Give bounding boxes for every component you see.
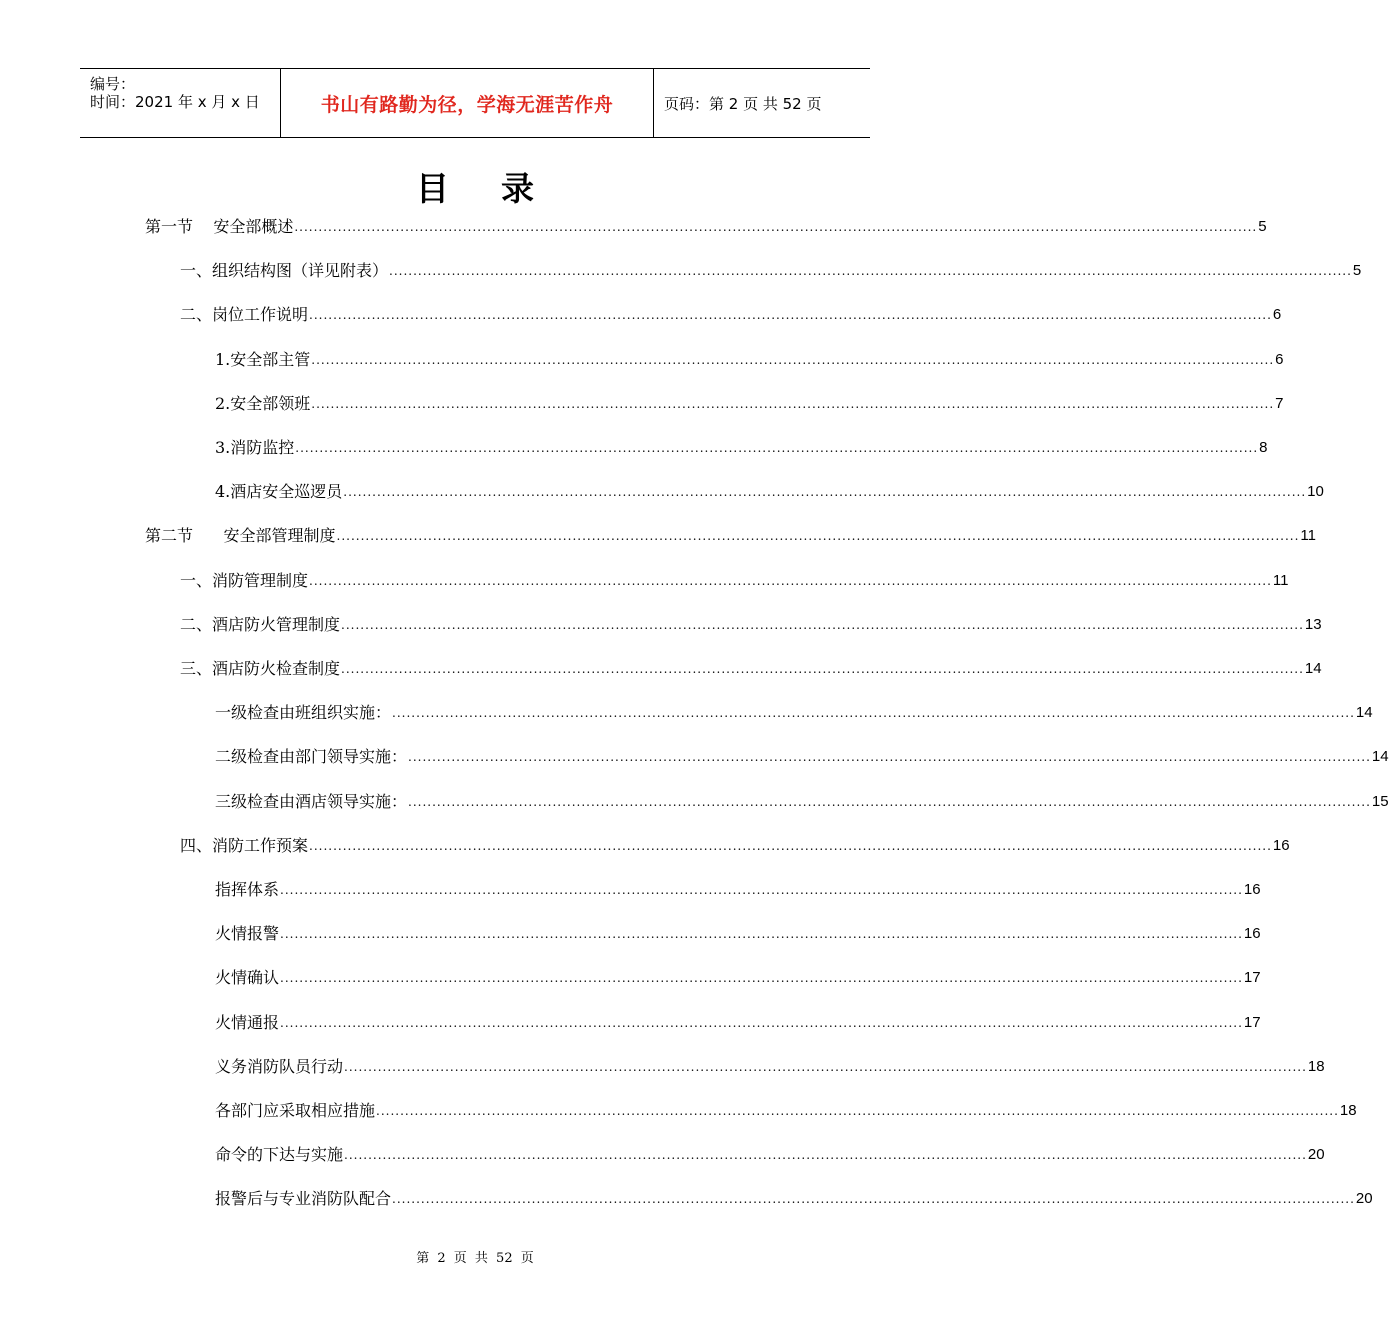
toc-entry[interactable] — [215, 390, 1284, 414]
toc-entry-page: 15 — [1371, 793, 1389, 810]
toc-leader-dots: ........................................................................................................................................................................................................ — [344, 1060, 1307, 1074]
toc-title: 目录 — [416, 169, 586, 208]
toc-leader-dots: ........................................................................................................................................................................................................ — [392, 1192, 1355, 1206]
toc-entry-label: 报警后与专业消防队配合 — [215, 1189, 392, 1208]
toc-entry[interactable] — [145, 213, 1267, 237]
toc-entry-page: 16 — [1272, 837, 1290, 854]
toc-leader-dots: ........................................................................................................................................................................................................ — [295, 441, 1259, 455]
header-motto: 书山有路勤为径，学海无涯苦作舟 — [320, 93, 614, 116]
document-number-label: 编号： — [90, 75, 136, 93]
toc-leader-dots: ........................................................................................................................................................................................................ — [341, 662, 1304, 676]
toc-entry[interactable] — [215, 1053, 1325, 1077]
toc-entry-page: 17 — [1243, 969, 1261, 986]
toc-entry[interactable] — [180, 655, 1322, 679]
toc-entry-page: 14 — [1371, 748, 1389, 765]
document-time-label: 时间：2021 年 x 月 x 日 — [90, 93, 260, 111]
toc-entry[interactable] — [215, 1009, 1261, 1033]
toc-entry-label: 第一节 安全部概述 — [145, 217, 294, 236]
toc-entry-page: 6 — [1272, 306, 1282, 323]
toc-entry[interactable] — [145, 522, 1316, 546]
toc-entry[interactable] — [215, 1097, 1357, 1121]
toc-entry-label: 火情确认 — [215, 968, 280, 987]
toc-entry-page: 8 — [1259, 439, 1268, 456]
toc-entry-page: 7 — [1275, 395, 1284, 412]
toc-leader-dots: ........................................................................................................................................................................................................ — [376, 1104, 1339, 1118]
toc-entry-page: 6 — [1275, 351, 1284, 368]
header-page-code: 页码：第 2 页 共 52 页 — [664, 94, 822, 113]
toc-entry-page: 18 — [1339, 1102, 1357, 1119]
toc-entry[interactable] — [215, 920, 1261, 944]
toc-leader-dots: ........................................................................................................................................................................................................ — [392, 706, 1355, 720]
toc-leader-dots: ........................................................................................................................................................................................................ — [408, 750, 1371, 764]
toc-entry-page: 13 — [1304, 616, 1322, 633]
toc-entry[interactable] — [215, 788, 1389, 812]
toc-entry-label: 三、酒店防火检查制度 — [180, 659, 341, 678]
toc-entry-page: 20 — [1307, 1146, 1325, 1163]
header-page-cell — [654, 69, 870, 137]
toc-entry-label: 2.安全部领班 — [215, 394, 311, 413]
toc-entry-label: 火情报警 — [215, 924, 280, 943]
toc-leader-dots: ........................................................................................................................................................................................................ — [280, 883, 1243, 897]
toc-leader-dots: ........................................................................................................................................................................................................ — [280, 927, 1243, 941]
toc-entry-page: 5 — [1352, 262, 1362, 279]
toc-leader-dots: ........................................................................................................................................................................................................ — [311, 353, 1275, 367]
toc-entry-label: 二级检查由部门领导实施： — [215, 747, 408, 766]
header-motto-cell — [281, 69, 654, 137]
toc-entry[interactable] — [215, 699, 1373, 723]
toc-entry-label: 火情通报 — [215, 1013, 280, 1032]
toc-leader-dots: ........................................................................................................................................................................................................ — [389, 264, 1352, 278]
page-footer: 第 2 页 共 52 页 — [416, 1251, 534, 1266]
toc-entry-page: 18 — [1307, 1058, 1325, 1075]
toc-entry-label: 各部门应采取相应措施 — [215, 1101, 376, 1120]
toc-entry[interactable] — [215, 346, 1284, 370]
toc-entry-label: 二、岗位工作说明 — [180, 305, 309, 324]
toc-leader-dots: ........................................................................................................................................................................................................ — [311, 397, 1275, 411]
toc-entry[interactable] — [215, 876, 1261, 900]
toc-entry[interactable] — [215, 478, 1324, 502]
toc-entry-label: 一级检查由班组织实施： — [215, 703, 392, 722]
toc-entry-page: 16 — [1243, 881, 1261, 898]
toc-entry-page: 10 — [1307, 483, 1324, 500]
toc-entry[interactable] — [180, 611, 1322, 635]
header-meta — [80, 69, 281, 137]
toc-entry-label: 三级检查由酒店领导实施： — [215, 792, 408, 811]
toc-entry[interactable] — [180, 301, 1282, 325]
toc-entry[interactable] — [180, 832, 1290, 856]
toc-entry[interactable] — [215, 1185, 1373, 1209]
toc-entry-label: 命令的下达与实施 — [215, 1145, 344, 1164]
toc-leader-dots: ........................................................................................................................................................................................................ — [309, 839, 1272, 853]
toc-entry[interactable] — [215, 743, 1389, 767]
toc-entry-label: 二、酒店防火管理制度 — [180, 615, 341, 634]
toc-entry-page: 5 — [1258, 218, 1267, 235]
toc-leader-dots: ........................................................................................................................................................................................................ — [309, 574, 1272, 588]
toc-entry-label: 第二节 安全部管理制度 — [145, 526, 336, 545]
toc-entry-label: 指挥体系 — [215, 880, 280, 899]
toc-entry-label: 四、消防工作预案 — [180, 836, 309, 855]
toc-entry-label: 1.安全部主管 — [215, 350, 311, 369]
toc-entry-label: 一、组织结构图（详见附表） — [180, 261, 389, 280]
toc-entry-label: 3.消防监控 — [215, 438, 295, 457]
toc-entry[interactable] — [215, 1141, 1325, 1165]
toc-leader-dots: ........................................................................................................................................................................................................ — [280, 971, 1243, 985]
toc-entry-page: 14 — [1304, 660, 1322, 677]
toc-entry-page: 11 — [1272, 572, 1289, 589]
toc-entry[interactable] — [215, 434, 1268, 458]
toc-entry[interactable] — [215, 964, 1261, 988]
toc-leader-dots: ........................................................................................................................................................................................................ — [294, 220, 1258, 234]
toc-entry-page: 14 — [1355, 704, 1373, 721]
toc-leader-dots: ........................................................................................................................................................................................................ — [341, 618, 1304, 632]
toc-entry[interactable] — [180, 567, 1289, 591]
toc-leader-dots: ........................................................................................................................................................................................................ — [280, 1016, 1243, 1030]
toc-entry-label: 一、消防管理制度 — [180, 571, 309, 590]
toc-leader-dots: ........................................................................................................................................................................................................ — [336, 529, 1300, 543]
toc-entry[interactable] — [180, 257, 1362, 281]
toc-entry-page: 17 — [1243, 1014, 1261, 1031]
toc-entry-label: 4.酒店安全巡逻员 — [215, 482, 343, 501]
toc-leader-dots: ........................................................................................................................................................................................................ — [408, 795, 1371, 809]
toc-entry-page: 11 — [1300, 527, 1316, 544]
toc-leader-dots: ........................................................................................................................................................................................................ — [309, 308, 1272, 322]
toc-entry-label: 义务消防队员行动 — [215, 1057, 344, 1076]
toc-leader-dots: ........................................................................................................................................................................................................ — [343, 485, 1307, 499]
page-header — [80, 68, 870, 138]
toc-entry-page: 16 — [1243, 925, 1261, 942]
toc-entry-page: 20 — [1355, 1190, 1373, 1207]
toc-leader-dots: ........................................................................................................................................................................................................ — [344, 1148, 1307, 1162]
